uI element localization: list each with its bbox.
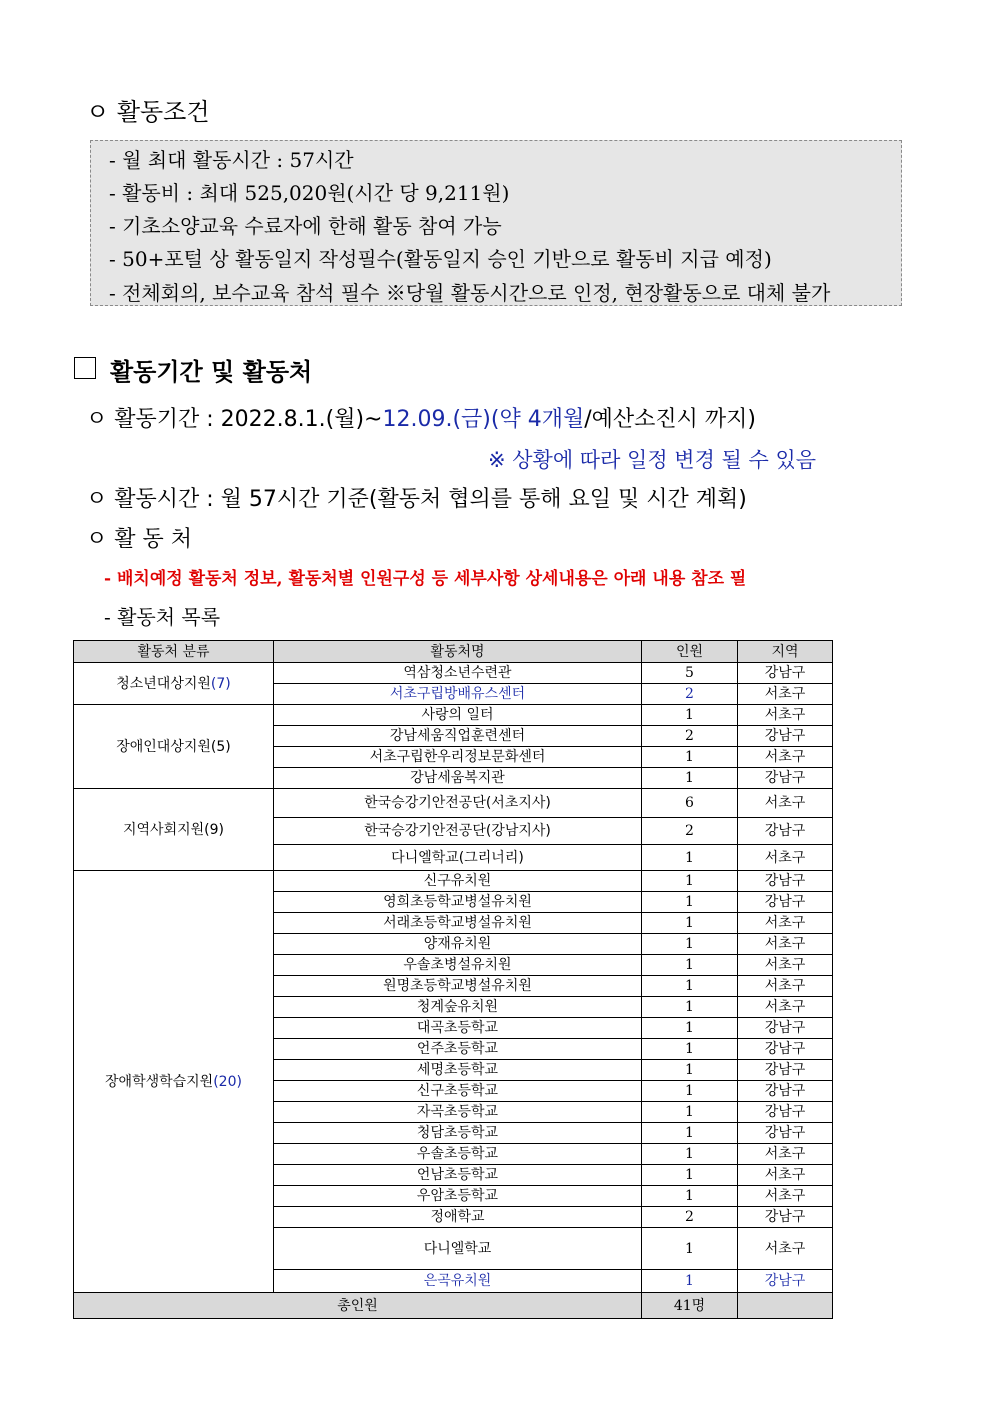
total-row bbox=[74, 1293, 833, 1319]
place-people: 1 bbox=[642, 955, 738, 976]
places-heading: ㅇ 활 동 처 bbox=[86, 527, 192, 552]
place-name: 우솔초병설유치원 bbox=[274, 955, 642, 976]
conditions-heading: ㅇ 활동조건 bbox=[86, 98, 210, 126]
place-people: 1 bbox=[642, 1165, 738, 1186]
place-region: 강남구 bbox=[738, 1123, 833, 1144]
header-category: 활동처 분류 bbox=[74, 641, 274, 663]
place-region: 강남구 bbox=[738, 1081, 833, 1102]
place-people: 1 bbox=[642, 871, 738, 892]
place-name: 한국승강기안전공단(강남지사) bbox=[274, 818, 642, 845]
place-name: 청계숲유치원 bbox=[274, 997, 642, 1018]
place-name: 은곡유치원 bbox=[274, 1270, 642, 1293]
place-region: 서초구 bbox=[738, 1228, 833, 1270]
period-suffix: /예산소진시 까지) bbox=[584, 407, 756, 432]
place-region: 서초구 bbox=[738, 789, 833, 818]
place-name: 언주초등학교 bbox=[274, 1039, 642, 1060]
place-people: 1 bbox=[642, 1123, 738, 1144]
place-name: 대곡초등학교 bbox=[274, 1018, 642, 1039]
place-people: 2 bbox=[642, 818, 738, 845]
total-empty bbox=[738, 1293, 833, 1319]
place-region: 강남구 bbox=[738, 726, 833, 747]
place-region: 서초구 bbox=[738, 684, 833, 705]
conditions-box bbox=[90, 140, 902, 306]
place-name: 역삼청소년수련관 bbox=[274, 663, 642, 684]
notice-line: - 배치예정 활동처 정보, 활동처별 인원구성 등 세부사항 상세내용은 아래 내용 참조 필 bbox=[104, 569, 747, 589]
place-people: 1 bbox=[642, 1018, 738, 1039]
place-name: 영희초등학교병설유치원 bbox=[274, 892, 642, 913]
place-region: 강남구 bbox=[738, 818, 833, 845]
table-row bbox=[74, 705, 833, 726]
place-people: 1 bbox=[642, 747, 738, 768]
place-people: 1 bbox=[642, 1228, 738, 1270]
table-row bbox=[74, 663, 833, 684]
place-region: 강남구 bbox=[738, 1207, 833, 1228]
place-region: 강남구 bbox=[738, 871, 833, 892]
period-about: (약 4개월 bbox=[490, 407, 585, 432]
place-region: 강남구 bbox=[738, 663, 833, 684]
place-people: 2 bbox=[642, 684, 738, 705]
period-prefix: ㅇ 활동기간 : 2022.8.1.(월)~ bbox=[86, 407, 383, 432]
place-people: 1 bbox=[642, 976, 738, 997]
place-name: 강남세움직업훈련센터 bbox=[274, 726, 642, 747]
place-people: 1 bbox=[642, 1039, 738, 1060]
place-name: 서초구립한우리정보문화센터 bbox=[274, 747, 642, 768]
place-name: 신구초등학교 bbox=[274, 1081, 642, 1102]
place-name: 한국승강기안전공단(서초지사) bbox=[274, 789, 642, 818]
total-value: 41명 bbox=[642, 1293, 738, 1319]
place-people: 1 bbox=[642, 1144, 738, 1165]
header-region: 지역 bbox=[738, 641, 833, 663]
place-people: 1 bbox=[642, 705, 738, 726]
place-region: 서초구 bbox=[738, 1186, 833, 1207]
period-note: ※ 상황에 따라 일정 변경 될 수 있음 bbox=[488, 448, 817, 472]
place-people: 5 bbox=[642, 663, 738, 684]
group-cell: 장애인대상지원(5) bbox=[74, 705, 274, 789]
place-region: 서초구 bbox=[738, 913, 833, 934]
place-people: 1 bbox=[642, 1081, 738, 1102]
place-name: 언남초등학교 bbox=[274, 1165, 642, 1186]
place-region: 서초구 bbox=[738, 976, 833, 997]
place-region: 강남구 bbox=[738, 1102, 833, 1123]
place-name: 청담초등학교 bbox=[274, 1123, 642, 1144]
place-region: 서초구 bbox=[738, 955, 833, 976]
section-title: 활동기간 및 활동처 bbox=[110, 358, 313, 386]
condition-item: - 기초소양교육 수료자에 한해 활동 참여 가능 bbox=[109, 214, 502, 238]
place-name: 원명초등학교병설유치원 bbox=[274, 976, 642, 997]
place-people: 1 bbox=[642, 1060, 738, 1081]
place-name: 양재유치원 bbox=[274, 934, 642, 955]
place-region: 서초구 bbox=[738, 747, 833, 768]
hours-line: ㅇ 활동시간 : 월 57시간 기준(활동처 협의를 통해 요일 및 시간 계획) bbox=[86, 487, 747, 512]
place-people: 1 bbox=[642, 768, 738, 789]
header-place: 활동처명 bbox=[274, 641, 642, 663]
place-name: 서래초등학교병설유치원 bbox=[274, 913, 642, 934]
place-name: 다니엘학교 bbox=[274, 1228, 642, 1270]
place-region: 강남구 bbox=[738, 892, 833, 913]
total-label: 총인원 bbox=[74, 1293, 642, 1319]
table-row bbox=[74, 789, 833, 818]
condition-item: - 월 최대 활동시간 : 57시간 bbox=[109, 148, 354, 172]
place-region: 강남구 bbox=[738, 768, 833, 789]
place-region: 서초구 bbox=[738, 934, 833, 955]
place-region: 서초구 bbox=[738, 1144, 833, 1165]
place-name: 서초구립방배유스센터 bbox=[274, 684, 642, 705]
checkbox-icon bbox=[74, 357, 96, 379]
place-people: 1 bbox=[642, 997, 738, 1018]
place-people: 1 bbox=[642, 1102, 738, 1123]
place-name: 우암초등학교 bbox=[274, 1186, 642, 1207]
place-people: 1 bbox=[642, 934, 738, 955]
condition-item: - 전체회의, 보수교육 참석 필수 ※당월 활동시간으로 인정, 현장활동으로 대체 불가 bbox=[109, 281, 831, 305]
header-people: 인원 bbox=[642, 641, 738, 663]
place-region: 강남구 bbox=[738, 1060, 833, 1081]
place-people: 1 bbox=[642, 892, 738, 913]
place-name: 다니엘학교(그리너리) bbox=[274, 845, 642, 871]
place-people: 6 bbox=[642, 789, 738, 818]
place-people: 1 bbox=[642, 1186, 738, 1207]
places-table bbox=[73, 640, 833, 1319]
group-cell: 청소년대상지원(7) bbox=[74, 663, 274, 705]
period-date: 12.09.(금) bbox=[382, 407, 491, 432]
place-people: 1 bbox=[642, 845, 738, 871]
place-region: 서초구 bbox=[738, 1165, 833, 1186]
list-heading: - 활동처 목록 bbox=[104, 605, 221, 629]
place-name: 세명초등학교 bbox=[274, 1060, 642, 1081]
place-region: 서초구 bbox=[738, 845, 833, 871]
place-people: 1 bbox=[642, 913, 738, 934]
place-people: 2 bbox=[642, 1207, 738, 1228]
place-name: 신구유치원 bbox=[274, 871, 642, 892]
place-region: 강남구 bbox=[738, 1039, 833, 1060]
table-header-row bbox=[74, 641, 833, 663]
place-name: 강남세움복지관 bbox=[274, 768, 642, 789]
place-name: 정애학교 bbox=[274, 1207, 642, 1228]
place-region: 강남구 bbox=[738, 1270, 833, 1293]
place-region: 서초구 bbox=[738, 997, 833, 1018]
place-region: 서초구 bbox=[738, 705, 833, 726]
table-row bbox=[74, 871, 833, 892]
condition-item: - 50+포털 상 활동일지 작성필수(활동일지 승인 기반으로 활동비 지급 예정) bbox=[109, 247, 772, 271]
group-cell: 장애학생학습지원(20) bbox=[74, 871, 274, 1293]
place-name: 우솔초등학교 bbox=[274, 1144, 642, 1165]
place-people: 2 bbox=[642, 726, 738, 747]
place-region: 강남구 bbox=[738, 1018, 833, 1039]
condition-item: - 활동비 : 최대 525,020원(시간 당 9,211원) bbox=[109, 181, 510, 205]
group-cell: 지역사회지원(9) bbox=[74, 789, 274, 871]
place-people: 1 bbox=[642, 1270, 738, 1293]
place-name: 자곡초등학교 bbox=[274, 1102, 642, 1123]
period-line bbox=[86, 402, 756, 433]
place-name: 사랑의 일터 bbox=[274, 705, 642, 726]
